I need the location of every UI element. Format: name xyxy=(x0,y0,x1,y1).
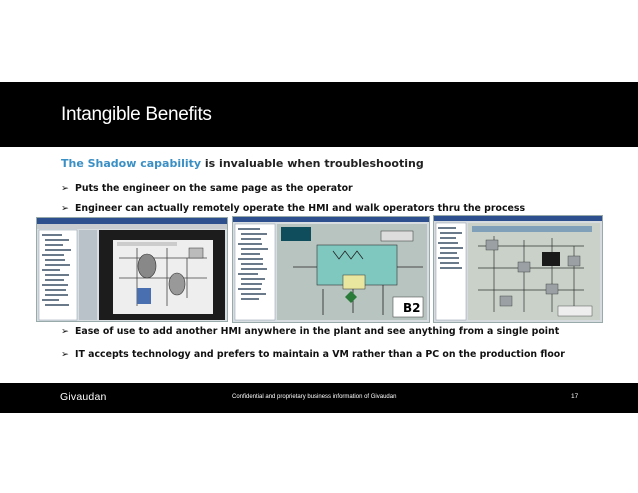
givaudan-logo: Givaudan xyxy=(60,391,107,403)
arrow-bullet-icon: ➢ xyxy=(61,203,69,214)
footer-bar xyxy=(0,383,638,413)
arrow-bullet-icon: ➢ xyxy=(61,326,69,337)
arrow-bullet-icon: ➢ xyxy=(61,349,69,360)
hmi-screenshot-2-image xyxy=(233,217,429,322)
bullet-item xyxy=(61,349,565,360)
bullet-text: Puts the engineer on the same page as the operator xyxy=(75,183,353,194)
bullet-item xyxy=(61,203,525,214)
bullet-text: Engineer can actually remotely operate the HMI and walk operators thru the process xyxy=(75,203,526,214)
confidential-notice: Confidential and proprietary business information of Givaudan xyxy=(232,394,397,400)
bullet-item xyxy=(61,326,559,337)
bullet-text: Ease of use to add another HMI anywhere in the plant and see anything from a single point xyxy=(75,326,560,337)
hmi-screenshot-1 xyxy=(36,217,228,322)
intro-highlight: The Shadow capability xyxy=(61,157,202,170)
bullet-text: IT accepts technology and prefers to maintain a VM rather than a PC on the production floor xyxy=(75,349,565,360)
hmi-screenshot-2 xyxy=(232,216,430,323)
hmi-screenshots xyxy=(0,215,638,322)
intro-rest: is invaluable when troubleshooting xyxy=(201,157,424,170)
title-bar xyxy=(0,82,638,147)
hmi-screenshot-3 xyxy=(433,215,603,323)
intro-line xyxy=(61,157,424,170)
arrow-bullet-icon: ➢ xyxy=(61,183,69,194)
hmi-screenshot-3-image xyxy=(434,216,602,322)
page-number: 17 xyxy=(571,393,579,400)
hmi-screenshot-1-image xyxy=(37,218,227,321)
b2-label: B2 xyxy=(403,301,421,315)
slide-title: Intangible Benefits xyxy=(61,104,212,125)
bullet-item xyxy=(61,183,353,194)
